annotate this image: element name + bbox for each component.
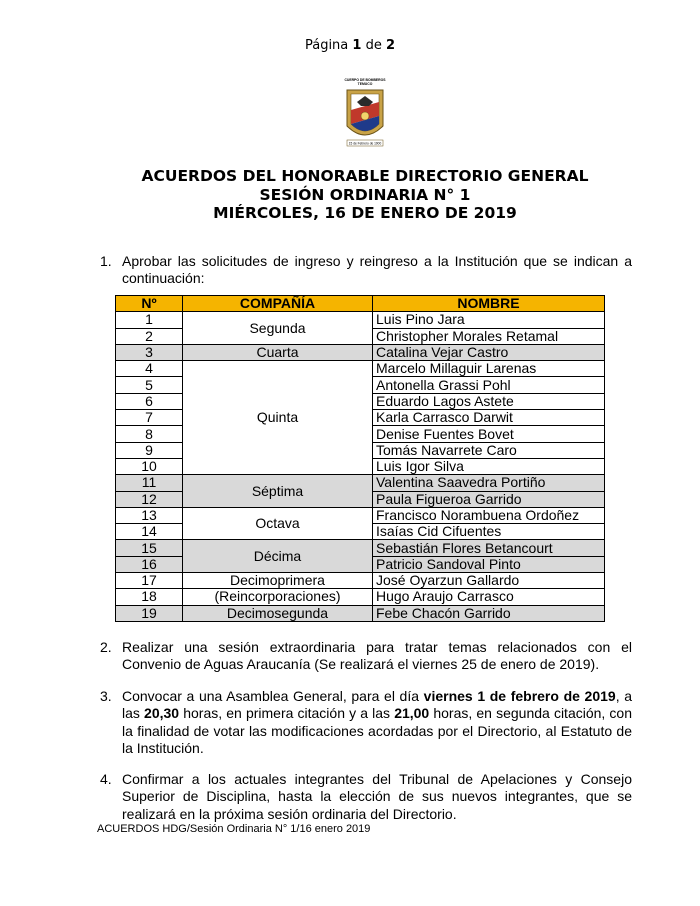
- row-number: 8: [116, 426, 183, 442]
- company-cell: Octava: [183, 507, 373, 540]
- company-cell: Cuarta: [183, 344, 373, 360]
- title-line-3: MIÉRCOLES, 16 DE ENERO DE 2019: [213, 204, 517, 222]
- page-footer: ACUERDOS HDG/Sesión Ordinaria N° 1/16 enero 2019: [97, 823, 371, 835]
- table-row: [116, 475, 605, 491]
- row-number: 7: [116, 410, 183, 426]
- agreement-2: [100, 639, 632, 674]
- agreement-text: Confirmar a los actuales integrantes del Tribunal de Apelaciones y Consejo Superior de Disciplina, hasta la elección de sus nuevos integrantes, que se realizará en la próxima sesión ordinaria del Directorio.: [122, 771, 632, 822]
- row-number: 14: [116, 524, 183, 540]
- row-name: Luis Pino Jara: [373, 312, 605, 328]
- row-name: Febe Chacón Garrido: [373, 605, 605, 621]
- row-name: Marcelo Millaguir Larenas: [373, 361, 605, 377]
- logo-top-text-2: TEMUCO: [357, 82, 373, 86]
- row-number: 18: [116, 589, 183, 605]
- agreement-number: 1.: [100, 253, 112, 269]
- company-cell: Quinta: [183, 361, 373, 475]
- institution-logo: [343, 76, 387, 151]
- row-name: Isaías Cid Cifuentes: [373, 524, 605, 540]
- table-row: [116, 540, 605, 556]
- logo-bottom-text: 15 de Febrero de 1900: [348, 141, 382, 146]
- row-name: Denise Fuentes Bovet: [373, 426, 605, 442]
- row-name: Valentina Saavedra Portiño: [373, 475, 605, 491]
- company-cell: Décima: [183, 540, 373, 573]
- admissions-table: [115, 295, 605, 622]
- title-line-2: SESIÓN ORDINARIA N° 1: [259, 185, 471, 204]
- table-row: [116, 344, 605, 360]
- row-name: Tomás Navarrete Caro: [373, 442, 605, 458]
- company-cell: Séptima: [183, 475, 373, 508]
- company-cell: Decimosegunda: [183, 605, 373, 621]
- company-cell: (Reincorporaciones): [183, 589, 373, 605]
- header-company: COMPAÑÍA: [183, 296, 373, 312]
- table-header-row: [116, 296, 605, 312]
- row-number: 5: [116, 377, 183, 393]
- row-number: 4: [116, 361, 183, 377]
- agreement-4: [100, 771, 632, 823]
- row-number: 2: [116, 328, 183, 344]
- table-row: [116, 589, 605, 605]
- row-number: 12: [116, 491, 183, 507]
- row-name: Christopher Morales Retamal: [373, 328, 605, 344]
- row-number: 15: [116, 540, 183, 556]
- row-name: Catalina Vejar Castro: [373, 344, 605, 360]
- agreement-3: [100, 688, 632, 757]
- row-name: Luis Igor Silva: [373, 458, 605, 474]
- table-row: [116, 312, 605, 328]
- page-number: Página 1 de 2: [304, 38, 396, 53]
- agreement-1: [100, 253, 632, 288]
- agreement-number: 3.: [100, 688, 112, 704]
- agreement-number: 4.: [100, 771, 112, 787]
- row-number: 9: [116, 442, 183, 458]
- agreement-text: Realizar una sesión extraordinaria para tratar temas relacionados con el Convenio de Aguas Araucanía (Se realizará el viernes 25 de enero de 2019).: [122, 639, 632, 673]
- row-number: 10: [116, 458, 183, 474]
- company-cell: Segunda: [183, 312, 373, 345]
- row-name: Sebastián Flores Betancourt: [373, 540, 605, 556]
- header-number: Nº: [116, 296, 183, 312]
- agreement-text: Aprobar las solicitudes de ingreso y reingreso a la Institución que se indican a continuación:: [122, 253, 632, 287]
- document-title: [0, 167, 700, 223]
- table-row: [116, 605, 605, 621]
- header-name: NOMBRE: [373, 296, 605, 312]
- row-name: Paula Figueroa Garrido: [373, 491, 605, 507]
- row-number: 6: [116, 393, 183, 409]
- row-number: 16: [116, 556, 183, 572]
- table-row: [116, 573, 605, 589]
- row-name: Hugo Araujo Carrasco: [373, 589, 605, 605]
- agreement-text: Convocar a una Asamblea General, para el día viernes 1 de febrero de 2019, a las 20,30 horas, en primera citación y a las 21,00 horas, en segunda citación, con la finalidad de votar las modificaciones acordadas por el Directorio, al Estatuto de la Institución.: [122, 688, 632, 756]
- row-number: 1: [116, 312, 183, 328]
- agreement-number: 2.: [100, 639, 112, 655]
- row-name: Patricio Sandoval Pinto: [373, 556, 605, 572]
- row-number: 19: [116, 605, 183, 621]
- row-name: Francisco Norambuena Ordoñez: [373, 507, 605, 523]
- row-name: Eduardo Lagos Astete: [373, 393, 605, 409]
- title-line-1: ACUERDOS DEL HONORABLE DIRECTORIO GENERAL: [141, 167, 589, 185]
- row-name: Antonella Grassi Pohl: [373, 377, 605, 393]
- row-number: 13: [116, 507, 183, 523]
- table-row: [116, 361, 605, 377]
- row-number: 3: [116, 344, 183, 360]
- row-name: José Oyarzun Gallardo: [373, 573, 605, 589]
- row-name: Karla Carrasco Darwit: [373, 410, 605, 426]
- row-number: 11: [116, 475, 183, 491]
- logo-top-text-1: CUERPO DE BOMBEROS: [344, 78, 386, 82]
- company-cell: Decimoprimera: [183, 573, 373, 589]
- row-number: 17: [116, 573, 183, 589]
- table-row: [116, 507, 605, 523]
